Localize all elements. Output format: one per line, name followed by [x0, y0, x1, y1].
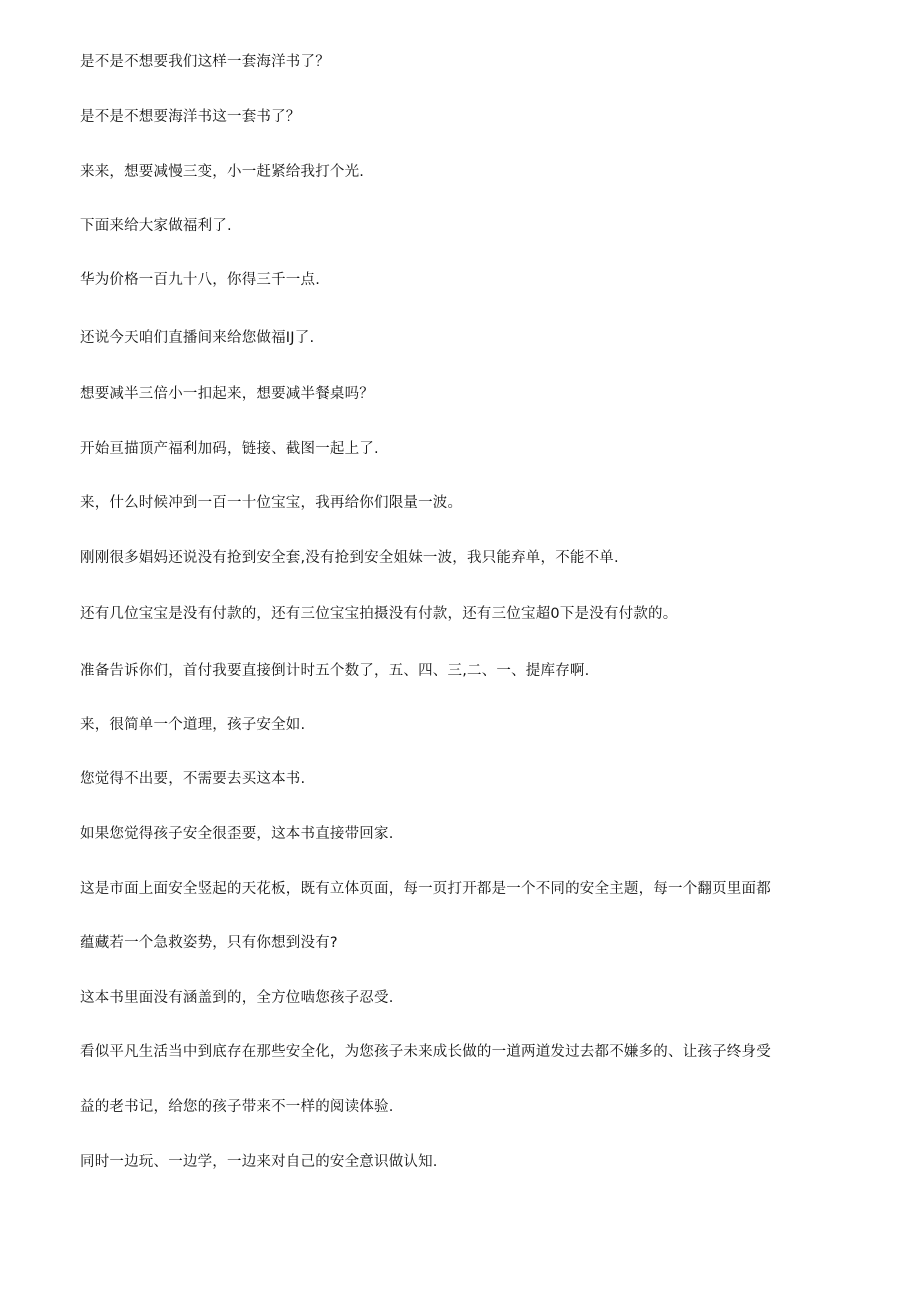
text-line: 来来，想要减慢三变，小一赶紧给我打个光. — [80, 164, 365, 180]
text-line: 想要减半三倍小一扣起来，想要减半餐桌吗？ — [80, 386, 374, 402]
text-line: 您觉得不出要，不需要去买这本书. — [80, 771, 306, 787]
text-line: 还有几位宝宝是没有付款的，还有三位宝宝拍摄没有付款，还有三位宝超0下是没有付款的。 — [80, 606, 678, 622]
text-line: 这是市面上面安全竖起的天花板，既有立体页面，每一页打开都是一个不同的安全主题，每一个翻页里面都 — [80, 881, 771, 897]
text-line: 同时一边玩、一边学，一边来对自己的安全意识做认知. — [80, 1154, 438, 1170]
text-line: 下面来给大家做福利了. — [80, 218, 232, 234]
text-line: 还说今天咱们直播间来给您做福IJ了. — [80, 330, 315, 346]
text-line: 是不是不想要我们这样一套海洋书了？ — [80, 54, 330, 70]
text-line: 来，很简单一个道理，孩子安全如. — [80, 717, 306, 733]
text-line: 来，什么时候冲到一百一十位宝宝，我再给你们限量一波。 — [80, 495, 463, 511]
text-line: 看似平凡生活当中到底存在那些安全化，为您孩子未来成长做的一道两道发过去都不嫌多的、让孩子终身受 — [80, 1044, 771, 1060]
text-line: 如果您觉得孩子安全很歪要，这本书直接带回家. — [80, 826, 394, 842]
text-line: 蕴藏若一个急救姿势，只有你想到没有? — [80, 935, 338, 951]
text-line: 这本书里面没有涵盖到的，全方位啮您孩子忍受. — [80, 990, 394, 1006]
text-line: 刚刚很多娼妈还说没有抢到安全套,没有抢到安全姐妹一波，我只能弃单，不能不单. — [80, 550, 619, 566]
text-line: 准备告诉你们，首付我要直接倒计时五个数了，五、四、三,二、一、提库存啊. — [80, 663, 590, 679]
text-line: 是不是不想要海洋书这一套书了？ — [80, 109, 301, 125]
text-line: 华为价格一百九十八，你得三千一点. — [80, 272, 321, 288]
text-line: 益的老书记，给您的孩子带来不一样的阅读体验. — [80, 1099, 394, 1115]
text-line: 开始亘描顶产福利加码，链接、截图一起上了. — [80, 441, 379, 457]
